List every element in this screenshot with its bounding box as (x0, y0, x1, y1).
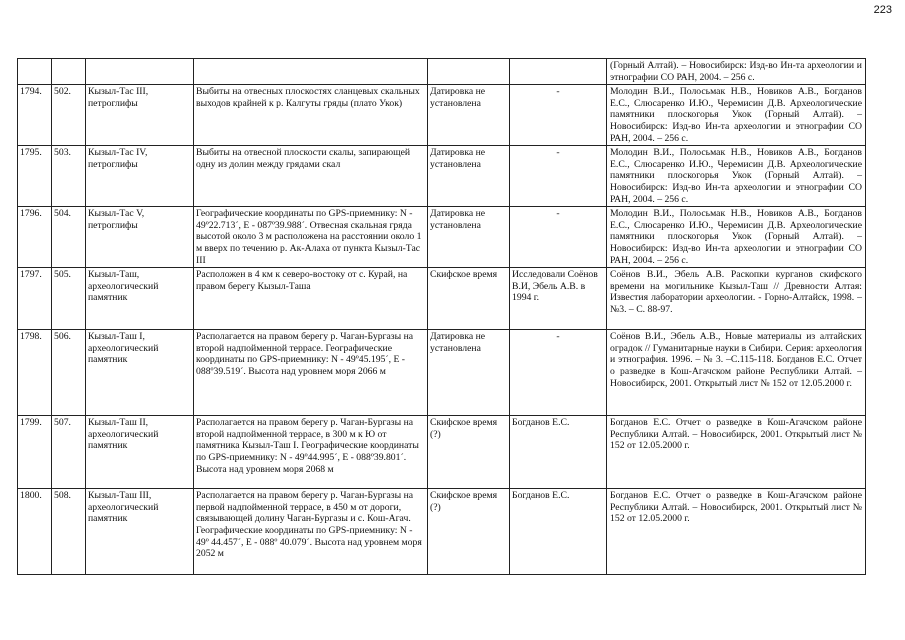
monument-research: - (510, 146, 607, 207)
monument-name: Кызыл-Таш I, археологический памятник (86, 330, 194, 416)
table-row (18, 207, 866, 268)
monument-name: Кызыл-Тас V, петроглифы (86, 207, 194, 268)
research-cell (510, 59, 607, 85)
monuments-table (17, 58, 866, 575)
monument-dating: Скифское время (?) (428, 489, 510, 575)
monument-name: Кызыл-Тас IV, петроглифы (86, 146, 194, 207)
monument-name: Кызыл-Тас III, петроглифы (86, 85, 194, 146)
monument-research: Богданов Е.С. (510, 416, 607, 489)
table-row (18, 59, 866, 85)
row-number: 1799. (18, 416, 52, 489)
monument-reference: Богданов Е.С. Отчет о разведке в Кош-Агачском районе Республики Алтай. – Новосибирск, 2001. Открытый лист № 152 от 12.05.2000 г. (607, 416, 866, 489)
location-cell (194, 59, 428, 85)
table-row (18, 268, 866, 330)
row-subnumber: 503. (52, 146, 86, 207)
sub-num-cell (52, 59, 86, 85)
dating-cell (428, 59, 510, 85)
row-subnumber: 505. (52, 268, 86, 330)
row-subnumber: 504. (52, 207, 86, 268)
monument-reference: Молодин В.И., Полосьмак Н.В., Новиков А.В., Богданов Е.С., Слюсаренко И.Ю., Черемисин Д.В. Археологические памятники плоскогорья Укок (Горный Алтай). – Новосибирск: Изд-во Ин-та археологии и этнографии СО РАН, 2004. – 256 с. (607, 146, 866, 207)
monument-research: - (510, 330, 607, 416)
row-number: 1797. (18, 268, 52, 330)
monument-dating: Датировка не установлена (428, 85, 510, 146)
row-number: 1798. (18, 330, 52, 416)
monument-name: Кызыл-Таш II, археологический памятник (86, 416, 194, 489)
monument-location: Располагается на правом берегу р. Чаган-Бургазы на второй надпойменной террасе, в 300 м к Ю от памятника Кызыл-Таш I. Географические координаты по GPS-приемнику: N - 49º44.995´, E - 088º39.801´. Высота над уровнем моря 2068 м (194, 416, 428, 489)
monument-name: Кызыл-Таш, археологический памятник (86, 268, 194, 330)
monument-reference: Молодин В.И., Полосьмак Н.В., Новиков А.В., Богданов Е.С., Слюсаренко И.Ю., Черемисин Д.В. Археологические памятники плоскогорья Укок (Горный Алтай). – Новосибирск: Изд-во Ин-та археологии и этнографии СО РАН, 2004. – 256 с. (607, 85, 866, 146)
monument-reference: Соёнов В.И., Эбель А.В., Новые материалы из алтайских оградок // Гуманитарные науки в Сибири. Серия: археология и этнография. 1996. – № 3. –С.115-118. Богданов Е.С. Отчет о разведке в Кош-Агачском районе Республики Алтай. – Новосибирск, 2001. Открытый лист № 152 от 12.05.2000 г. (607, 330, 866, 416)
monument-reference: Богданов Е.С. Отчет о разведке в Кош-Агачском районе Республики Алтай. – Новосибирск, 2001. Открытый лист № 152 от 12.05.2000 г. (607, 489, 866, 575)
table-row (18, 85, 866, 146)
monument-dating: Скифское время (428, 268, 510, 330)
reference-cell: (Горный Алтай). – Новосибирск: Изд-во Ин-та археологии и этнографии СО РАН, 2004. – 256 с. (607, 59, 866, 85)
monument-location: Географические координаты по GPS-приемнику: N - 49º22.713´, E - 087º39.988´. Отвесная скальная гряда высотой около 3 м расположена на расстоянии около 1 м вверх по течению р. Ак-Алаха от пункта Кызыл-Тас III (194, 207, 428, 268)
monument-research: Богданов Е.С. (510, 489, 607, 575)
monument-dating: Датировка не установлена (428, 330, 510, 416)
monument-name: Кызыл-Таш III, археологический памятник (86, 489, 194, 575)
table-row (18, 330, 866, 416)
row-subnumber: 508. (52, 489, 86, 575)
row-subnumber: 502. (52, 85, 86, 146)
monument-research: - (510, 207, 607, 268)
table-row (18, 489, 866, 575)
monument-location: Располагается на правом берегу р. Чаган-Бургазы на второй надпойменной террасе. Географические координаты по GPS-приемнику: N - 49º45.195´, E - 088º39.519´. Высота над уровнем моря 2066 м (194, 330, 428, 416)
monument-research: Исследовали Соёнов В.И, Эбель А.В. в 1994 г. (510, 268, 607, 330)
page-number: 223 (873, 4, 892, 16)
monument-location: Расположен в 4 км к северо-востоку от с. Курай, на правом берегу Кызыл-Таша (194, 268, 428, 330)
monument-reference: Молодин В.И., Полосьмак Н.В., Новиков А.В., Богданов Е.С., Слюсаренко И.Ю., Черемисин Д.В. Археологические памятники плоскогорья Укок (Горный Алтай). – Новосибирск: Изд-во Ин-та археологии и этнографии СО РАН, 2004. – 256 с. (607, 207, 866, 268)
monument-dating: Датировка не установлена (428, 146, 510, 207)
monument-dating: Скифское время (?) (428, 416, 510, 489)
monument-location: Выбиты на отвесных плоскостях сланцевых скальных выходов крайней к р. Калгуты гряды (плато Укок) (194, 85, 428, 146)
row-subnumber: 506. (52, 330, 86, 416)
row-subnumber: 507. (52, 416, 86, 489)
monument-location: Располагается на правом берегу р. Чаган-Бургазы на первой надпойменной террасе, в 450 м от дороги, связывающей долину Чаган-Бургазы и с. Кош-Агач. Географические координаты по GPS-приемнику: N - 49º 44.457´, E - 088º 40.079´. Высота над уровнем моря 2052 м (194, 489, 428, 575)
num-cell (18, 59, 52, 85)
row-number: 1800. (18, 489, 52, 575)
monument-reference: Соёнов В.И., Эбель А.В. Раскопки курганов скифского времени на могильнике Кызыл-Таш // Древности Алтая: Известия лаборатории археологии. - Горно-Алтайск, 1998. – №3. – С. 88-97. (607, 268, 866, 330)
table-row (18, 416, 866, 489)
row-number: 1796. (18, 207, 52, 268)
row-number: 1795. (18, 146, 52, 207)
table-body (18, 59, 866, 575)
table-row (18, 146, 866, 207)
monument-location: Выбиты на отвесной плоскости скалы, запирающей одну из долин между грядами скал (194, 146, 428, 207)
row-number: 1794. (18, 85, 52, 146)
monument-research: - (510, 85, 607, 146)
name-cell (86, 59, 194, 85)
monument-dating: Датировка не установлена (428, 207, 510, 268)
